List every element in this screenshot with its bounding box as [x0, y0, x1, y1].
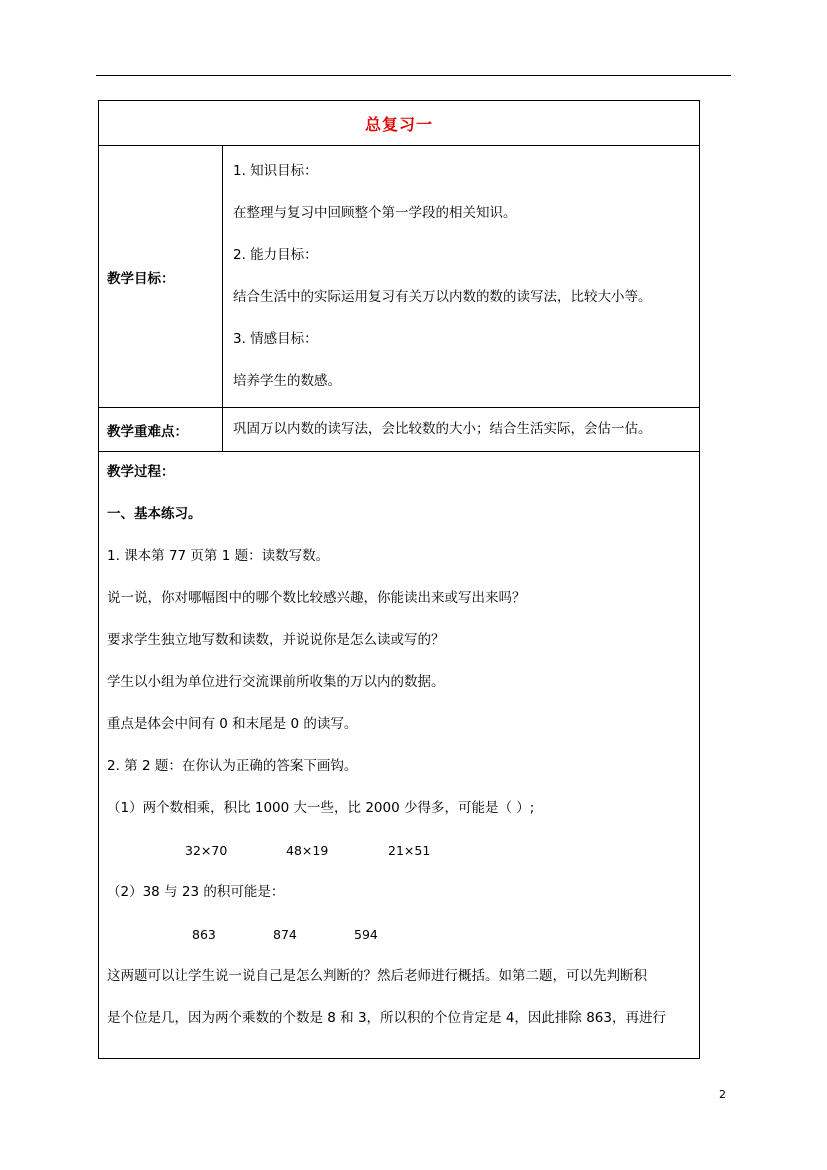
objective-line: 1. 知识目标：: [233, 163, 318, 179]
objective-line: 在整理与复习中回顾整个第一学段的相关知识。: [233, 205, 517, 221]
option: 48×19: [286, 843, 329, 858]
process-line: 说一说，你对哪幅图中的哪个数比较感兴趣，你能读出来或写出来吗？: [107, 590, 526, 606]
option: 32×70: [185, 843, 228, 858]
key-points-text: 巩固万以内数的读写法，会比较数的大小；结合生活实际，会估一估。: [233, 421, 652, 437]
objective-line: 3. 情感目标：: [233, 331, 318, 347]
objectives-label-cell: [99, 146, 223, 408]
explanation-line: 这两题可以让学生说一说自己是怎么判断的？然后老师进行概括。如第二题，可以先判断积: [107, 968, 647, 984]
header-rule: [96, 75, 731, 76]
option: 874: [273, 927, 297, 942]
section-heading: 一、基本练习。: [107, 506, 202, 522]
option: 863: [192, 927, 216, 942]
question-1: （1）两个数相乘，积比 1000 大一些，比 2000 少得多，可能是（ ）;: [107, 800, 535, 816]
process-line: 学生以小组为单位进行交流课前所收集的万以内的数据。: [107, 674, 445, 690]
option: 594: [354, 927, 378, 942]
objective-line: 结合生活中的实际运用复习有关万以内数的数的读写法，比较大小等。: [233, 289, 652, 305]
key-points-label: 教学重难点：: [107, 423, 188, 440]
objective-line: 2. 能力目标：: [233, 247, 318, 263]
objective-line: 培养学生的数感。: [233, 373, 341, 389]
title-cell: [99, 101, 700, 146]
key-points-content: [223, 408, 700, 452]
objectives-label: 教学目标：: [107, 270, 175, 287]
process-line: 要求学生独立地写数和读数，并说说你是怎么读或写的？: [107, 632, 445, 648]
process-line: 重点是体会中间有 0 和末尾是 0 的读写。: [107, 716, 358, 732]
objectives-content: [223, 146, 700, 408]
lesson-plan-table: [98, 100, 700, 1059]
page-title: 总复习一: [365, 114, 434, 134]
option: 21×51: [388, 843, 431, 858]
process-line: 2. 第 2 题：在你认为正确的答案下画钩。: [107, 758, 358, 774]
options-row-1: [107, 840, 699, 861]
question-2: （2）38 与 23 的积可能是：: [107, 884, 285, 900]
process-line: 1. 课本第 77 页第 1 题：读数写数。: [107, 548, 330, 564]
process-cell: [99, 452, 700, 1059]
options-row-2: [107, 924, 699, 945]
page-number: 2: [719, 1088, 726, 1101]
explanation-line: 是个位是几，因为两个乘数的个数是 8 和 3，所以积的个位肯定是 4，因此排除 863，再进行: [107, 1010, 666, 1026]
key-points-label-cell: [99, 408, 223, 452]
process-label: 教学过程：: [107, 464, 175, 480]
